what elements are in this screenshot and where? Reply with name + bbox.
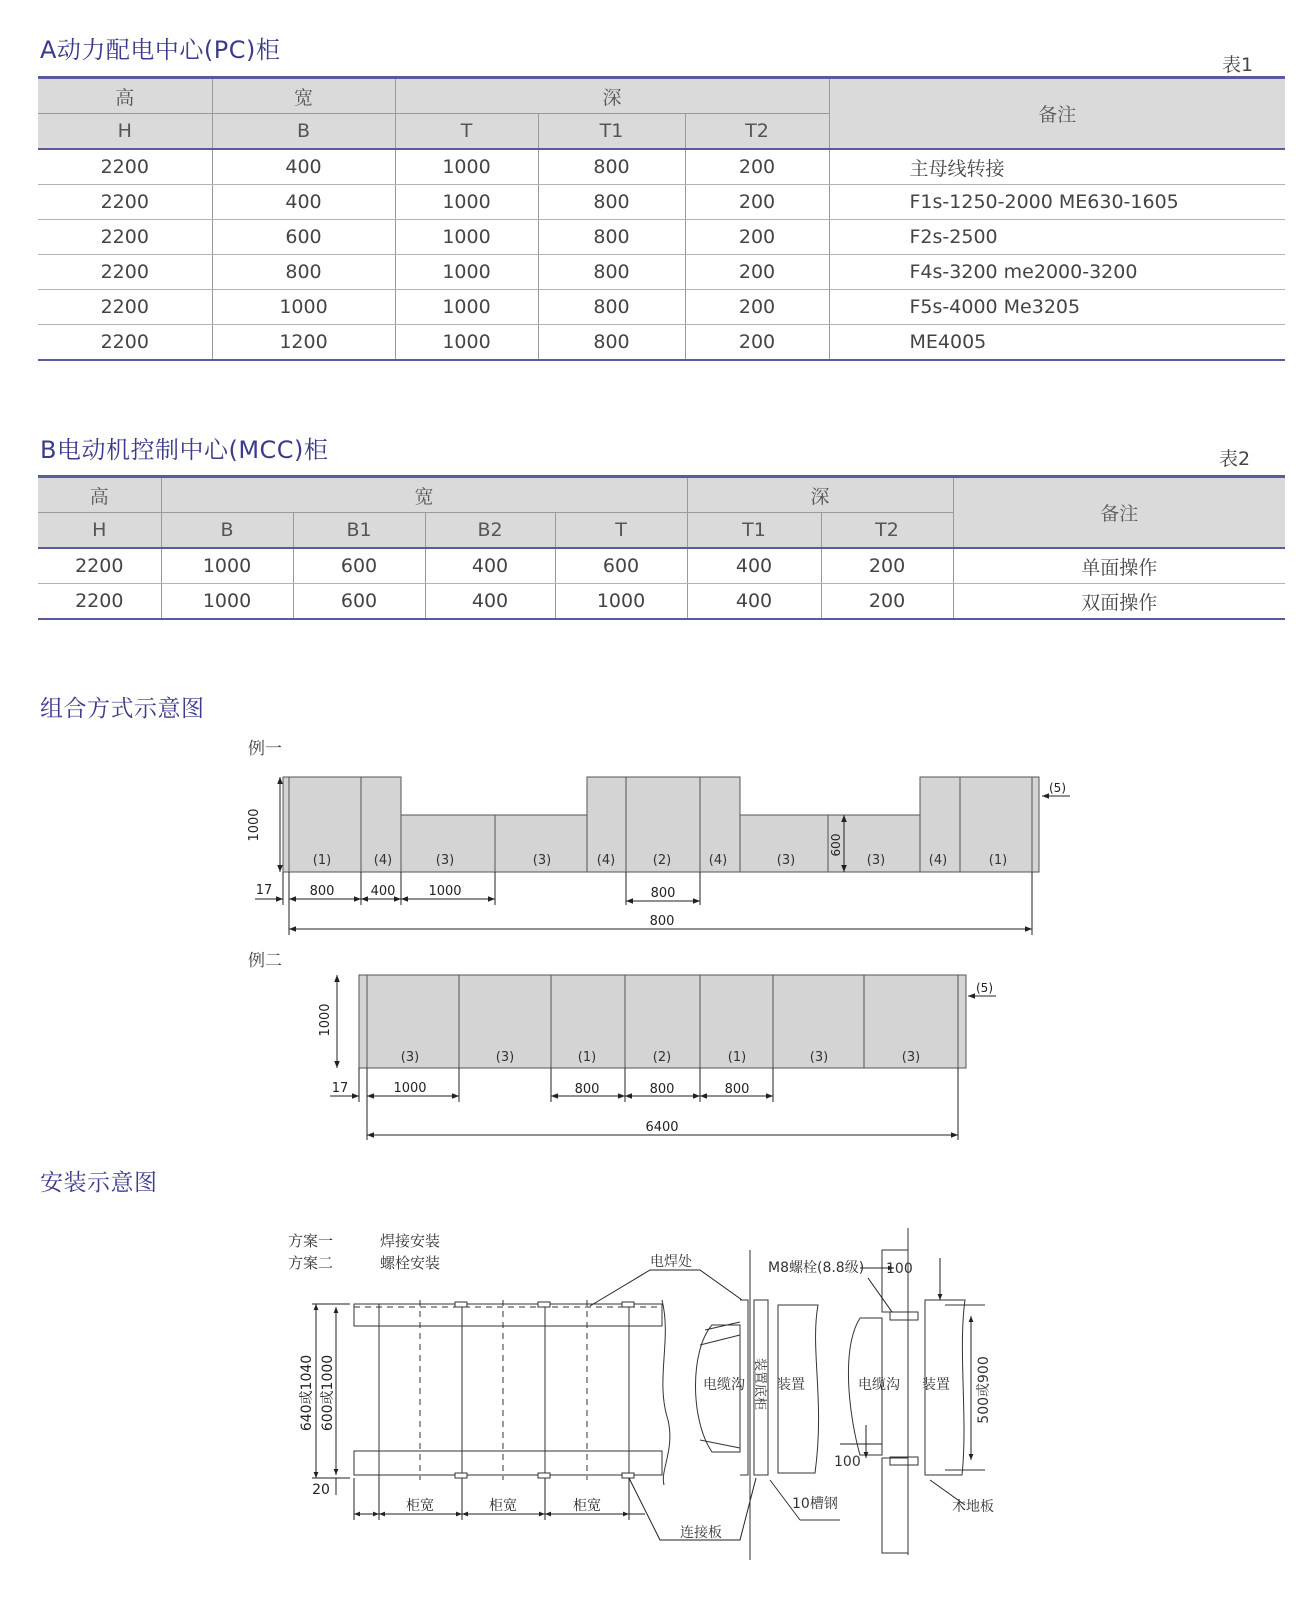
dim-640-1040: 640或1040: [299, 1354, 315, 1432]
table-row: [38, 325, 1285, 361]
head-height: 高: [38, 477, 161, 513]
cell-b2: 400: [425, 548, 555, 584]
unit-label: (4): [928, 853, 948, 868]
head-T: T: [555, 513, 687, 549]
unit-label: (3): [809, 1050, 829, 1065]
width-dimension: 800: [649, 1082, 675, 1097]
cabinet-width-label: 柜宽: [406, 1498, 434, 1514]
cell-h: 2200: [38, 548, 161, 584]
unit-label: (3): [866, 853, 886, 868]
depth-dimension: 600: [829, 833, 843, 857]
cell-t2: 200: [685, 290, 829, 325]
cell-b: 400: [212, 149, 395, 185]
head-width: 宽: [161, 477, 687, 513]
cell-t1: 800: [538, 185, 685, 220]
example-1-label: 例一: [248, 739, 282, 759]
cell-h: 2200: [38, 325, 212, 361]
cell-t: 1000: [395, 220, 538, 255]
cell-h: 2200: [38, 185, 212, 220]
cabinet-width-label: 柜宽: [489, 1498, 517, 1514]
cell-t2: 200: [821, 584, 953, 620]
example-2-label: 例二: [248, 951, 282, 971]
cell-t1: 400: [687, 548, 821, 584]
combo-diagram: [0, 730, 1311, 1170]
cable-trench-label: 电缆沟: [858, 1377, 900, 1393]
dim-500-900: 500或900: [976, 1356, 992, 1424]
cell-t: 1000: [555, 584, 687, 620]
unit-label: (3): [495, 1050, 515, 1065]
dim-100-top: 100: [886, 1261, 913, 1277]
cell-t2: 200: [685, 325, 829, 361]
unit-label: (1): [577, 1050, 597, 1065]
cell-t1: 800: [538, 290, 685, 325]
height-dimension: 1000: [318, 1003, 333, 1037]
cell-b: 1000: [161, 548, 293, 584]
base-rail: [354, 1451, 662, 1475]
cell-t1: 800: [538, 255, 685, 290]
width-dimension: 800: [574, 1082, 600, 1097]
section-b-title: B电动机控制中心(MCC)柜: [40, 436, 329, 464]
table-mcc: [38, 475, 1285, 620]
cell-t1: 800: [538, 325, 685, 361]
width-dimension: 800: [309, 884, 335, 899]
total-dimension: 800: [649, 914, 675, 929]
cell-t: 1000: [395, 185, 538, 220]
cell-t2: 200: [685, 149, 829, 185]
bolt-label: M8螺栓(8.8级): [768, 1260, 865, 1276]
cabinet-width-label: 柜宽: [573, 1498, 601, 1514]
cell-b: 1200: [212, 325, 395, 361]
table-row: [38, 548, 1285, 584]
cell-t: 1000: [395, 149, 538, 185]
connect-plate-label: 连接板: [680, 1525, 722, 1541]
cabinet-box: [359, 975, 367, 1068]
offset-dimension: 17: [331, 1081, 349, 1096]
wood-floor-label: 木地板: [952, 1499, 994, 1515]
cell-note: F4s-3200 me2000-3200: [829, 255, 1285, 290]
table-pc: [38, 76, 1285, 361]
unit-label: (1): [312, 853, 332, 868]
table-row: [38, 185, 1285, 220]
unit-label: (3): [532, 853, 552, 868]
unit-label: (3): [400, 1050, 420, 1065]
cell-t2: 200: [685, 255, 829, 290]
head-B2: B2: [425, 513, 555, 549]
cabinet-box: [1032, 777, 1039, 872]
side-tag: (5): [1049, 781, 1066, 795]
cell-h: 2200: [38, 584, 161, 620]
unit-label: (1): [727, 1050, 747, 1065]
section-a-title: A动力配电中心(PC)柜: [40, 36, 281, 64]
width-dimension: 1000: [428, 884, 462, 899]
cabinet-box: [958, 975, 966, 1068]
cell-t2: 200: [821, 548, 953, 584]
unit-label: (2): [652, 1050, 672, 1065]
cell-note: 主母线转接: [829, 149, 1285, 185]
unit-label: (3): [435, 853, 455, 868]
cable-trench-label: 电缆沟: [703, 1377, 745, 1393]
width-dimension: 400: [370, 884, 396, 899]
cell-t2: 200: [685, 220, 829, 255]
plan-1-desc: 焊接安装: [380, 1232, 441, 1250]
cell-t: 600: [555, 548, 687, 584]
cell-note: 双面操作: [953, 584, 1285, 620]
head-B: B: [161, 513, 293, 549]
table-2-label: 表2: [1219, 448, 1251, 470]
table-row: [38, 149, 1285, 185]
cell-t: 1000: [395, 325, 538, 361]
cell-b: 1000: [212, 290, 395, 325]
device-label: 装置: [922, 1377, 950, 1393]
head-T1: T1: [538, 114, 685, 150]
cell-t1: 800: [538, 220, 685, 255]
offset-dimension: 17: [255, 883, 273, 898]
cell-b: 400: [212, 185, 395, 220]
width-dimension: 1000: [393, 1081, 427, 1096]
plan-2: 方案二: [288, 1254, 334, 1272]
table-row: [38, 255, 1285, 290]
cell-b: 800: [212, 255, 395, 290]
head-depth: 深: [395, 78, 829, 114]
install-diagram: [0, 1215, 1311, 1615]
dim-20: 20: [312, 1482, 330, 1498]
total-dimension: 6400: [645, 1120, 679, 1135]
base-frame-plan: [354, 1300, 670, 1485]
height-dimension: 1000: [247, 808, 262, 842]
unit-label: (3): [776, 853, 796, 868]
channel-steel-label: 10槽钢: [792, 1496, 838, 1512]
dim-100-bottom: 100: [834, 1454, 861, 1470]
cell-b: 600: [212, 220, 395, 255]
cell-b1: 600: [293, 584, 425, 620]
head-T2: T2: [821, 513, 953, 549]
head-note: 备注: [953, 477, 1285, 549]
cell-note: ME4005: [829, 325, 1285, 361]
table-row: [38, 584, 1285, 620]
cell-h: 2200: [38, 220, 212, 255]
head-height: 高: [38, 78, 212, 114]
cell-t2: 200: [685, 185, 829, 220]
unit-label: (4): [596, 853, 616, 868]
cell-t: 1000: [395, 290, 538, 325]
unit-label: (2): [652, 853, 672, 868]
head-B1: B1: [293, 513, 425, 549]
unit-label: (4): [708, 853, 728, 868]
table-row: [38, 220, 1285, 255]
cell-note: F5s-4000 Me3205: [829, 290, 1285, 325]
side-tag: (5): [976, 981, 993, 995]
width-dimension: 800: [724, 1082, 750, 1097]
cell-b: 1000: [161, 584, 293, 620]
dim-600-1000: 600或1000: [320, 1354, 336, 1432]
device-base-label: 装置底柜: [752, 1358, 767, 1411]
device-label: 装置: [777, 1377, 805, 1393]
unit-label: (4): [373, 853, 393, 868]
cabinet-box: [283, 777, 289, 872]
width-dimension: 800: [650, 886, 676, 901]
cell-t1: 400: [687, 584, 821, 620]
unit-label: (1): [988, 853, 1008, 868]
unit-label: (3): [901, 1050, 921, 1065]
cell-h: 2200: [38, 290, 212, 325]
cell-note: F2s-2500: [829, 220, 1285, 255]
cell-t: 1000: [395, 255, 538, 290]
install-title: 安装示意图: [40, 1170, 158, 1196]
plan-1: 方案一: [288, 1232, 334, 1250]
head-T1: T1: [687, 513, 821, 549]
head-depth: 深: [687, 477, 953, 513]
cell-note: F1s-1250-2000 ME630-1605: [829, 185, 1285, 220]
weld-point-label: 电焊处: [650, 1254, 692, 1270]
combo-title: 组合方式示意图: [40, 696, 205, 722]
cell-b2: 400: [425, 584, 555, 620]
table-1-label: 表1: [1222, 54, 1254, 76]
head-B: B: [212, 114, 395, 150]
table-row: [38, 290, 1285, 325]
cell-h: 2200: [38, 149, 212, 185]
head-H: H: [38, 513, 161, 549]
cell-note: 单面操作: [953, 548, 1285, 584]
plan-2-desc: 螺栓安装: [380, 1254, 441, 1272]
cell-b1: 600: [293, 548, 425, 584]
head-T2: T2: [685, 114, 829, 150]
head-T: T: [395, 114, 538, 150]
head-width: 宽: [212, 78, 395, 114]
cell-t1: 800: [538, 149, 685, 185]
head-note: 备注: [829, 78, 1285, 150]
head-H: H: [38, 114, 212, 150]
cell-h: 2200: [38, 255, 212, 290]
